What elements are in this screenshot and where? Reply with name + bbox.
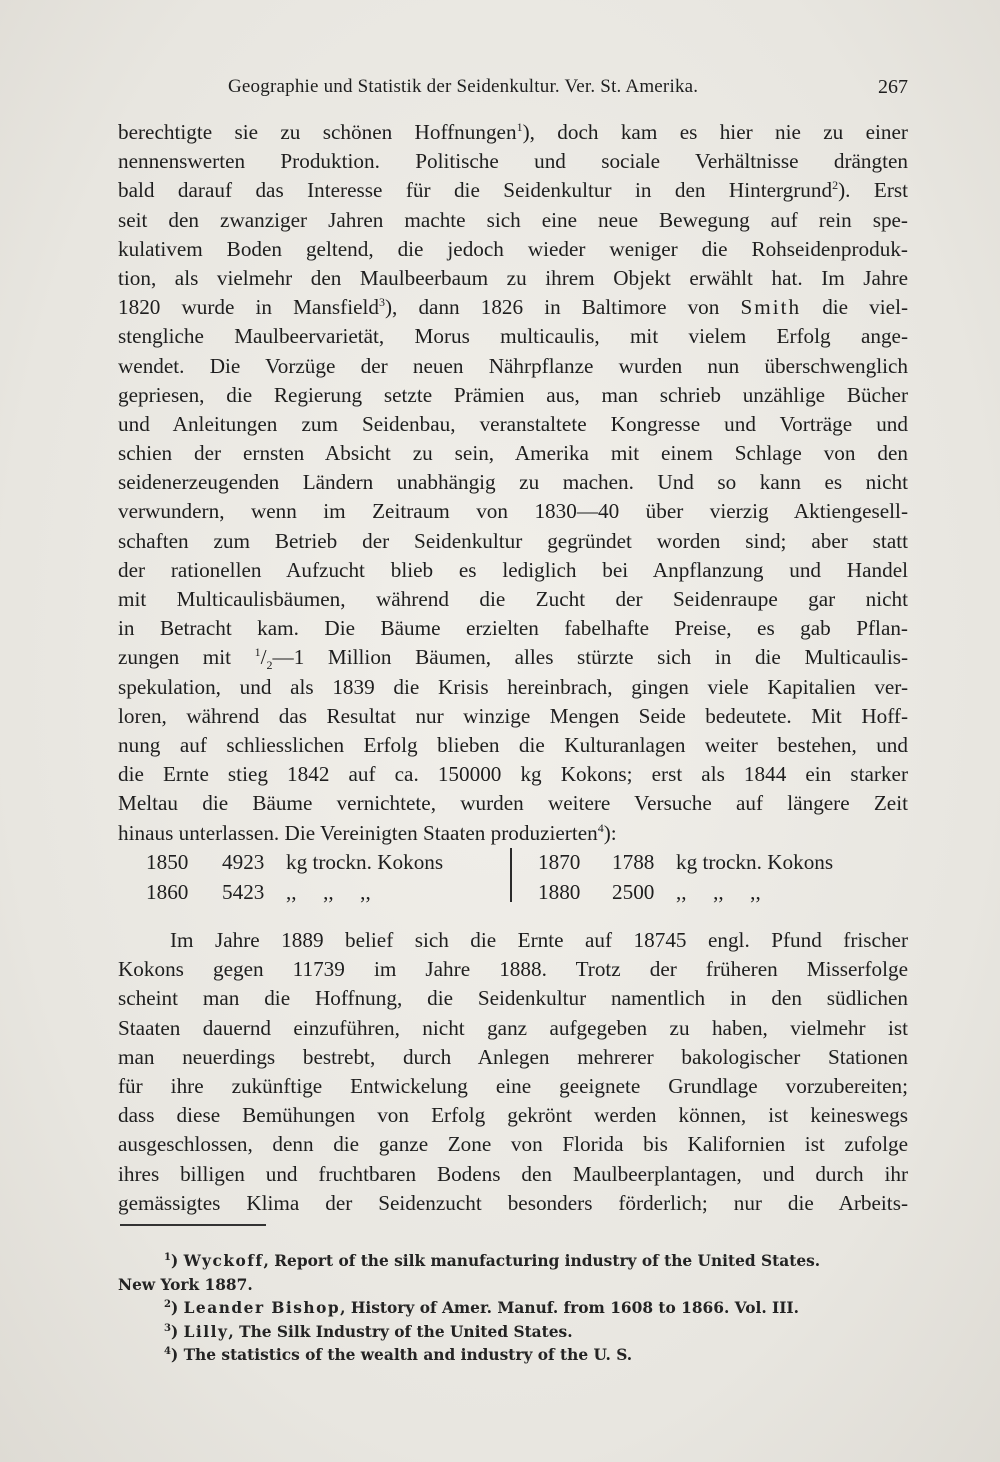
text-line: mit Multicaulisbäumen, während die Zucht der Seidenraupe gar nicht: [118, 587, 908, 611]
text-line: seidenerzeugenden Ländern unabhängig zu machen. Und so kann es nicht: [118, 470, 908, 495]
unit-cell: kg trockn. Kokons: [286, 850, 444, 874]
text-line: gemässigtes Klima der Seidenzucht besonders förderlich; nur die Arbeits-: [118, 1190, 908, 1215]
footnote-3: $^3$) Lilly, The Silk Industry of the United States.: [164, 1322, 573, 1341]
text-line: nung auf schliesslichen Erfolg blieben die Kulturanlagen weiter bestehen, und: [118, 732, 908, 757]
table-row: [146, 850, 506, 880]
footnote-1-continued: New York 1887.: [118, 1275, 253, 1294]
text-line: scheint man die Hoffnung, die Seidenkultur namentlich in den südlichen: [118, 986, 908, 1011]
table-row: [538, 850, 908, 880]
running-title: Geographie und Statistik der Seidenkultur. Ver. St. Amerika.: [228, 76, 699, 97]
text-line: wendet. Die Vorzüge der neuen Nährpflanze wurden nun überschwenglich: [118, 353, 908, 378]
page-number: 267: [878, 76, 908, 98]
unit-cell: ,, ,, ,,: [676, 880, 761, 904]
text-line: zungen mit $^1/_2—1$ Million Bäumen, alles stürzte sich in die Multicaulis-: [118, 645, 909, 673]
year-cell: 1850: [146, 850, 189, 874]
text-line: tion, als vielmehr den Maulbeerbaum zu ihrem Objekt erwählt hat. Im Jahre: [118, 265, 908, 290]
text-line: Staaten dauernd einzuführen, nicht ganz aufgegeben zu haben, vielmehr ist: [118, 1015, 908, 1040]
text-line: Im Jahre 1889 belief sich die Ernte auf 18745 engl. Pfund frischer: [170, 928, 908, 952]
unit-cell: kg trockn. Kokons: [676, 850, 834, 874]
year-cell: 1860: [146, 880, 189, 904]
footnote-2: $^2$) Leander Bishop, History of Amer. Manuf. from 1608 to 1866. Vol. III.: [164, 1299, 799, 1317]
text-line: hinaus unterlassen. Die Vereinigten Staaten produzierten$^4$):: [118, 820, 617, 845]
table-divider: [510, 848, 512, 902]
footnotes: [118, 1250, 908, 1368]
text-line: ihres billigen und fruchtbaren Bodens den Maulbeerplantagen, und durch ihr: [118, 1161, 908, 1186]
text-line: ausgeschlossen, denn die ganze Zone von Florida bis Kalifornien ist zufolge: [118, 1132, 908, 1157]
text-line: verwundern, wenn im Zeitraum von 1830—40 über vierzig Aktiengesell-: [118, 499, 908, 524]
text-line: bald darauf das Interesse für die Seidenkultur in den Hintergrund$^2$). Erst: [118, 178, 909, 203]
text-line: in Betracht kam. Die Bäume erzielten fabelhafte Preise, es gab Pflan-: [118, 616, 908, 641]
text-line: dass diese Bemühungen von Erfolg gekrönt werden können, ist keineswegs: [118, 1103, 908, 1128]
amount-cell: 1788: [612, 850, 655, 874]
text-line: berechtigte sie zu schönen Hoffnungen$^1$), doch kam es hier nie zu einer: [118, 120, 908, 144]
running-header: [118, 76, 908, 104]
amount-cell: 4923: [222, 850, 265, 874]
text-line: und Anleitungen zum Seidenbau, veranstaltete Kongresse und Vorträge und: [118, 411, 908, 436]
text-line: loren, während das Resultat nur winzige Mengen Seide bedeutete. Mit Hoff-: [118, 703, 908, 728]
paragraph-1: [118, 118, 908, 848]
text-line: 1820 wurde in Mansfield$^3$), dann 1826 in Baltimore von Smith die viel-: [118, 295, 909, 320]
text-line: seit den zwanziger Jahren machte sich eine neue Bewegung auf rein spe-: [118, 207, 908, 232]
footnote-rule: [120, 1224, 266, 1226]
amount-cell: 5423: [222, 880, 265, 904]
footnote-4: $^4$) The statistics of the wealth and industry of the U. S.: [164, 1346, 633, 1364]
paragraph-2: [118, 926, 908, 1218]
table-row: [538, 880, 908, 910]
text-line: kulativem Boden geltend, die jedoch wieder weniger die Rohseidenproduk-: [118, 236, 908, 261]
table-row: [146, 880, 506, 910]
footnote-1: $^1$) Wyckoff, Report of the silk manufacturing industry of the United States.: [164, 1252, 821, 1270]
text-line: stengliche Maulbeervarietät, Morus multicaulis, mit vielem Erfolg ange-: [118, 324, 908, 349]
text-line: schaften zum Betrieb der Seidenkultur gegründet worden sind; aber statt: [118, 528, 908, 553]
text-line: gepriesen, die Regierung setzte Prämien aus, man schrieb unzählige Bücher: [118, 382, 908, 407]
text-line: nennenswerten Produktion. Politische und sociale Verhältnisse drängten: [118, 149, 908, 174]
amount-cell: 2500: [612, 880, 655, 904]
text-line: man neuerdings bestrebt, durch Anlegen mehrerer bakologischer Stationen: [118, 1044, 908, 1069]
text-line: für ihre zukünftige Entwickelung eine geeignete Grundlage vorzubereiten;: [118, 1073, 908, 1098]
production-table: [118, 846, 908, 910]
text-line: spekulation, und als 1839 die Krisis hereinbrach, gingen viele Kapitalien ver-: [118, 674, 908, 699]
text-line: schien der ernsten Absicht zu sein, Amerika mit einem Schlage von den: [118, 441, 908, 466]
unit-cell: ,, ,, ,,: [286, 880, 371, 904]
year-cell: 1870: [538, 850, 581, 874]
text-line: die Ernte stieg 1842 auf ca. 150000 kg Kokons; erst als 1844 ein starker: [118, 762, 908, 787]
year-cell: 1880: [538, 880, 581, 904]
text-line: der rationellen Aufzucht blieb es lediglich bei Anpflanzung und Handel: [118, 557, 908, 582]
text-line: Meltau die Bäume vernichtete, wurden weitere Versuche auf längere Zeit: [118, 791, 908, 816]
text-line: Kokons gegen 11739 im Jahre 1888. Trotz der früheren Misserfolge: [118, 957, 908, 982]
